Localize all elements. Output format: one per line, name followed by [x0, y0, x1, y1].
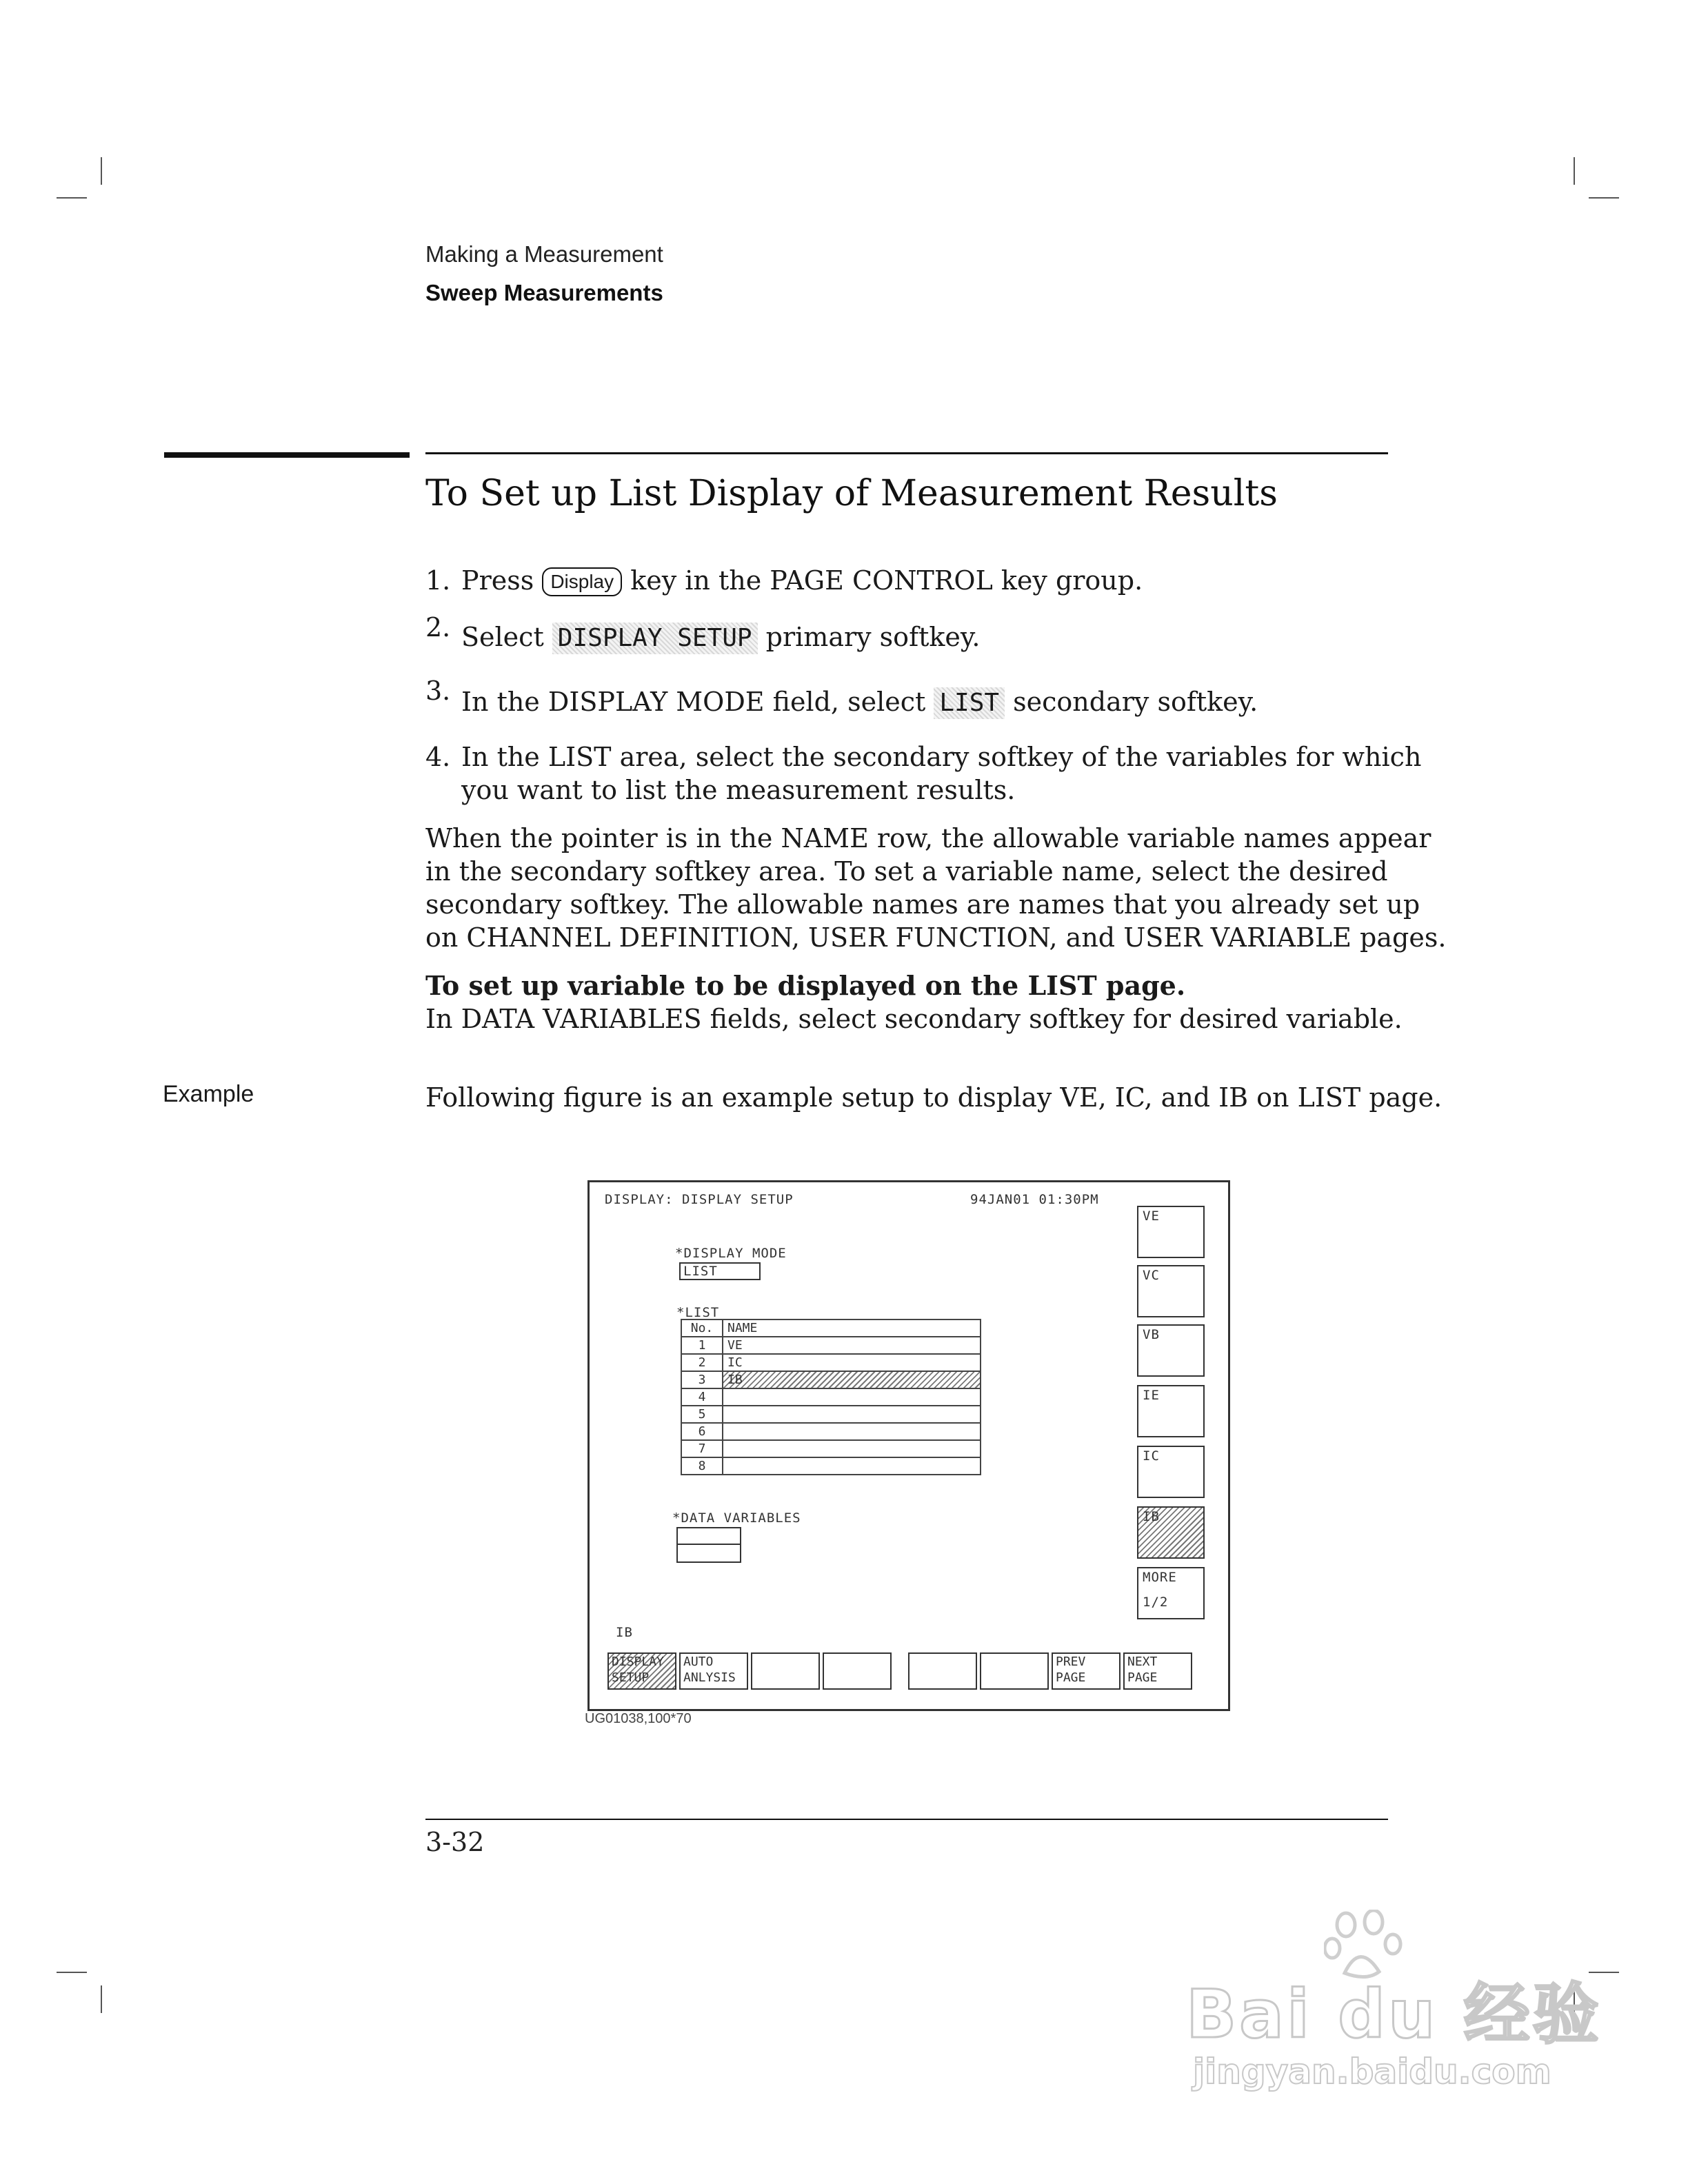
crop-mark — [101, 1985, 102, 2013]
section-rule-thick — [164, 452, 410, 458]
data-variable-field[interactable] — [676, 1544, 741, 1563]
row-number: 5 — [681, 1406, 723, 1423]
softkey-ib-selected[interactable]: IB — [1137, 1506, 1205, 1559]
softkey-blank[interactable] — [823, 1652, 892, 1690]
softkey-vc[interactable]: VC — [1137, 1265, 1205, 1317]
step-number: 4. — [425, 742, 451, 772]
display-mode-field[interactable] — [679, 1262, 761, 1280]
page-number: 3-32 — [425, 1827, 485, 1857]
softkey-blank[interactable] — [980, 1652, 1049, 1690]
step-1 — [425, 564, 1391, 597]
softkey-next-page[interactable]: NEXT PAGE — [1123, 1652, 1192, 1690]
example-text: Following figure is an example setup to display VE, IC, and IB on LIST page. — [425, 1082, 1443, 1113]
display-setup-softkey: DISPLAY SETUP — [552, 623, 758, 654]
table-row — [681, 1354, 981, 1371]
row-number: 7 — [681, 1440, 723, 1457]
row-name-field-selected[interactable]: IB — [723, 1371, 981, 1388]
paragraph-line: on CHANNEL DEFINITION, USER FUNCTION, and USER VARIABLE pages. — [425, 922, 1447, 953]
table-row — [681, 1337, 981, 1354]
row-number: 6 — [681, 1423, 723, 1440]
step-text: In the DISPLAY MODE field, select — [461, 687, 934, 717]
list-table — [681, 1319, 981, 1475]
row-name-field[interactable] — [723, 1423, 981, 1440]
step-text: Select — [461, 622, 552, 652]
softkey-blank[interactable] — [908, 1652, 977, 1690]
softkey-auto-analysis[interactable]: AUTO ANLYSIS — [679, 1652, 748, 1690]
step-number: 1. — [425, 565, 451, 596]
table-row — [681, 1406, 981, 1423]
subheading-text: In DATA VARIABLES fields, select secondary softkey for desired variable. — [425, 1004, 1403, 1034]
step-text: you want to list the measurement results. — [461, 775, 1016, 805]
step-text: key in the PAGE CONTROL key group. — [622, 565, 1143, 596]
running-header-section: Sweep Measurements — [425, 280, 663, 305]
display-mode-value: LIST — [683, 1264, 718, 1279]
watermark-url: jingyan.baidu.com — [1193, 2052, 1551, 2092]
crop-mark — [101, 157, 102, 185]
running-header-chapter: Making a Measurement — [425, 241, 663, 267]
row-number: 1 — [681, 1337, 723, 1354]
list-label: *LIST — [676, 1305, 720, 1320]
row-name-field[interactable]: VE — [723, 1337, 981, 1354]
column-header-name: NAME — [723, 1320, 981, 1337]
crop-mark — [1574, 157, 1575, 185]
step-3 — [425, 676, 1391, 717]
data-variables-label: *DATA VARIABLES — [672, 1510, 801, 1526]
softkey-ie[interactable]: IE — [1137, 1385, 1205, 1437]
table-header-row — [681, 1320, 981, 1337]
display-key: Display — [542, 567, 622, 596]
crop-mark — [57, 197, 87, 199]
step-text: Press — [461, 565, 543, 596]
table-row — [681, 1371, 981, 1388]
softkey-blank[interactable] — [751, 1652, 820, 1690]
row-number: 3 — [681, 1371, 723, 1388]
screen-datetime: 94JAN01 01:30PM — [970, 1192, 1099, 1207]
crop-mark — [1589, 197, 1619, 199]
softkey-more[interactable]: MORE 1/2 — [1137, 1567, 1205, 1619]
crop-mark — [57, 1972, 87, 1973]
page-title: To Set up List Display of Measurement Results — [425, 473, 1278, 514]
list-softkey: LIST — [934, 687, 1005, 719]
row-number: 4 — [681, 1388, 723, 1406]
footer-rule — [425, 1819, 1388, 1820]
step-number: 2. — [425, 612, 451, 643]
paragraph-line: When the pointer is in the NAME row, the allowable variable names appear — [425, 823, 1431, 853]
subheading: To set up variable to be displayed on the LIST page. — [425, 970, 1186, 1001]
table-row — [681, 1423, 981, 1440]
paragraph-line: in the secondary softkey area. To set a variable name, select the desired — [425, 856, 1388, 887]
display-mode-label: *DISPLAY MODE — [675, 1246, 787, 1261]
column-header-no: No. — [681, 1320, 723, 1337]
row-name-field[interactable] — [723, 1388, 981, 1406]
section-rule-thin — [425, 452, 1388, 454]
softkey-display-setup-selected[interactable]: DISPLAY SETUP — [607, 1652, 676, 1690]
watermark-brand: Bai du 经验 — [1186, 1976, 1602, 2053]
softkey-vb[interactable]: VB — [1137, 1324, 1205, 1377]
row-name-field[interactable] — [723, 1457, 981, 1475]
paragraph-line: secondary softkey. The allowable names are names that you already set up — [425, 889, 1420, 920]
step-4 — [425, 740, 1422, 805]
row-number: 2 — [681, 1354, 723, 1371]
instrument-screen-figure — [587, 1180, 1230, 1711]
input-line: IB — [616, 1625, 633, 1640]
step-text: In the LIST area, select the secondary softkey of the variables for which — [461, 742, 1422, 772]
step-text: primary softkey. — [757, 622, 981, 652]
softkey-prev-page[interactable]: PREV PAGE — [1052, 1652, 1121, 1690]
example-label: Example — [163, 1081, 254, 1107]
table-row — [681, 1457, 981, 1475]
screen-title: DISPLAY: DISPLAY SETUP — [605, 1192, 794, 1207]
body-paragraph — [425, 822, 1446, 954]
row-name-field[interactable] — [723, 1406, 981, 1423]
step-text: secondary softkey. — [1005, 687, 1258, 717]
table-row — [681, 1440, 981, 1457]
softkey-ic[interactable]: IC — [1137, 1446, 1205, 1498]
softkey-ve[interactable]: VE — [1137, 1206, 1205, 1258]
table-row — [681, 1388, 981, 1406]
row-number: 8 — [681, 1457, 723, 1475]
figure-caption: UG01038,100*70 — [585, 1711, 692, 1726]
step-number: 3. — [425, 676, 451, 706]
row-name-field[interactable]: IC — [723, 1354, 981, 1371]
row-name-field[interactable] — [723, 1440, 981, 1457]
step-2 — [425, 612, 1391, 652]
